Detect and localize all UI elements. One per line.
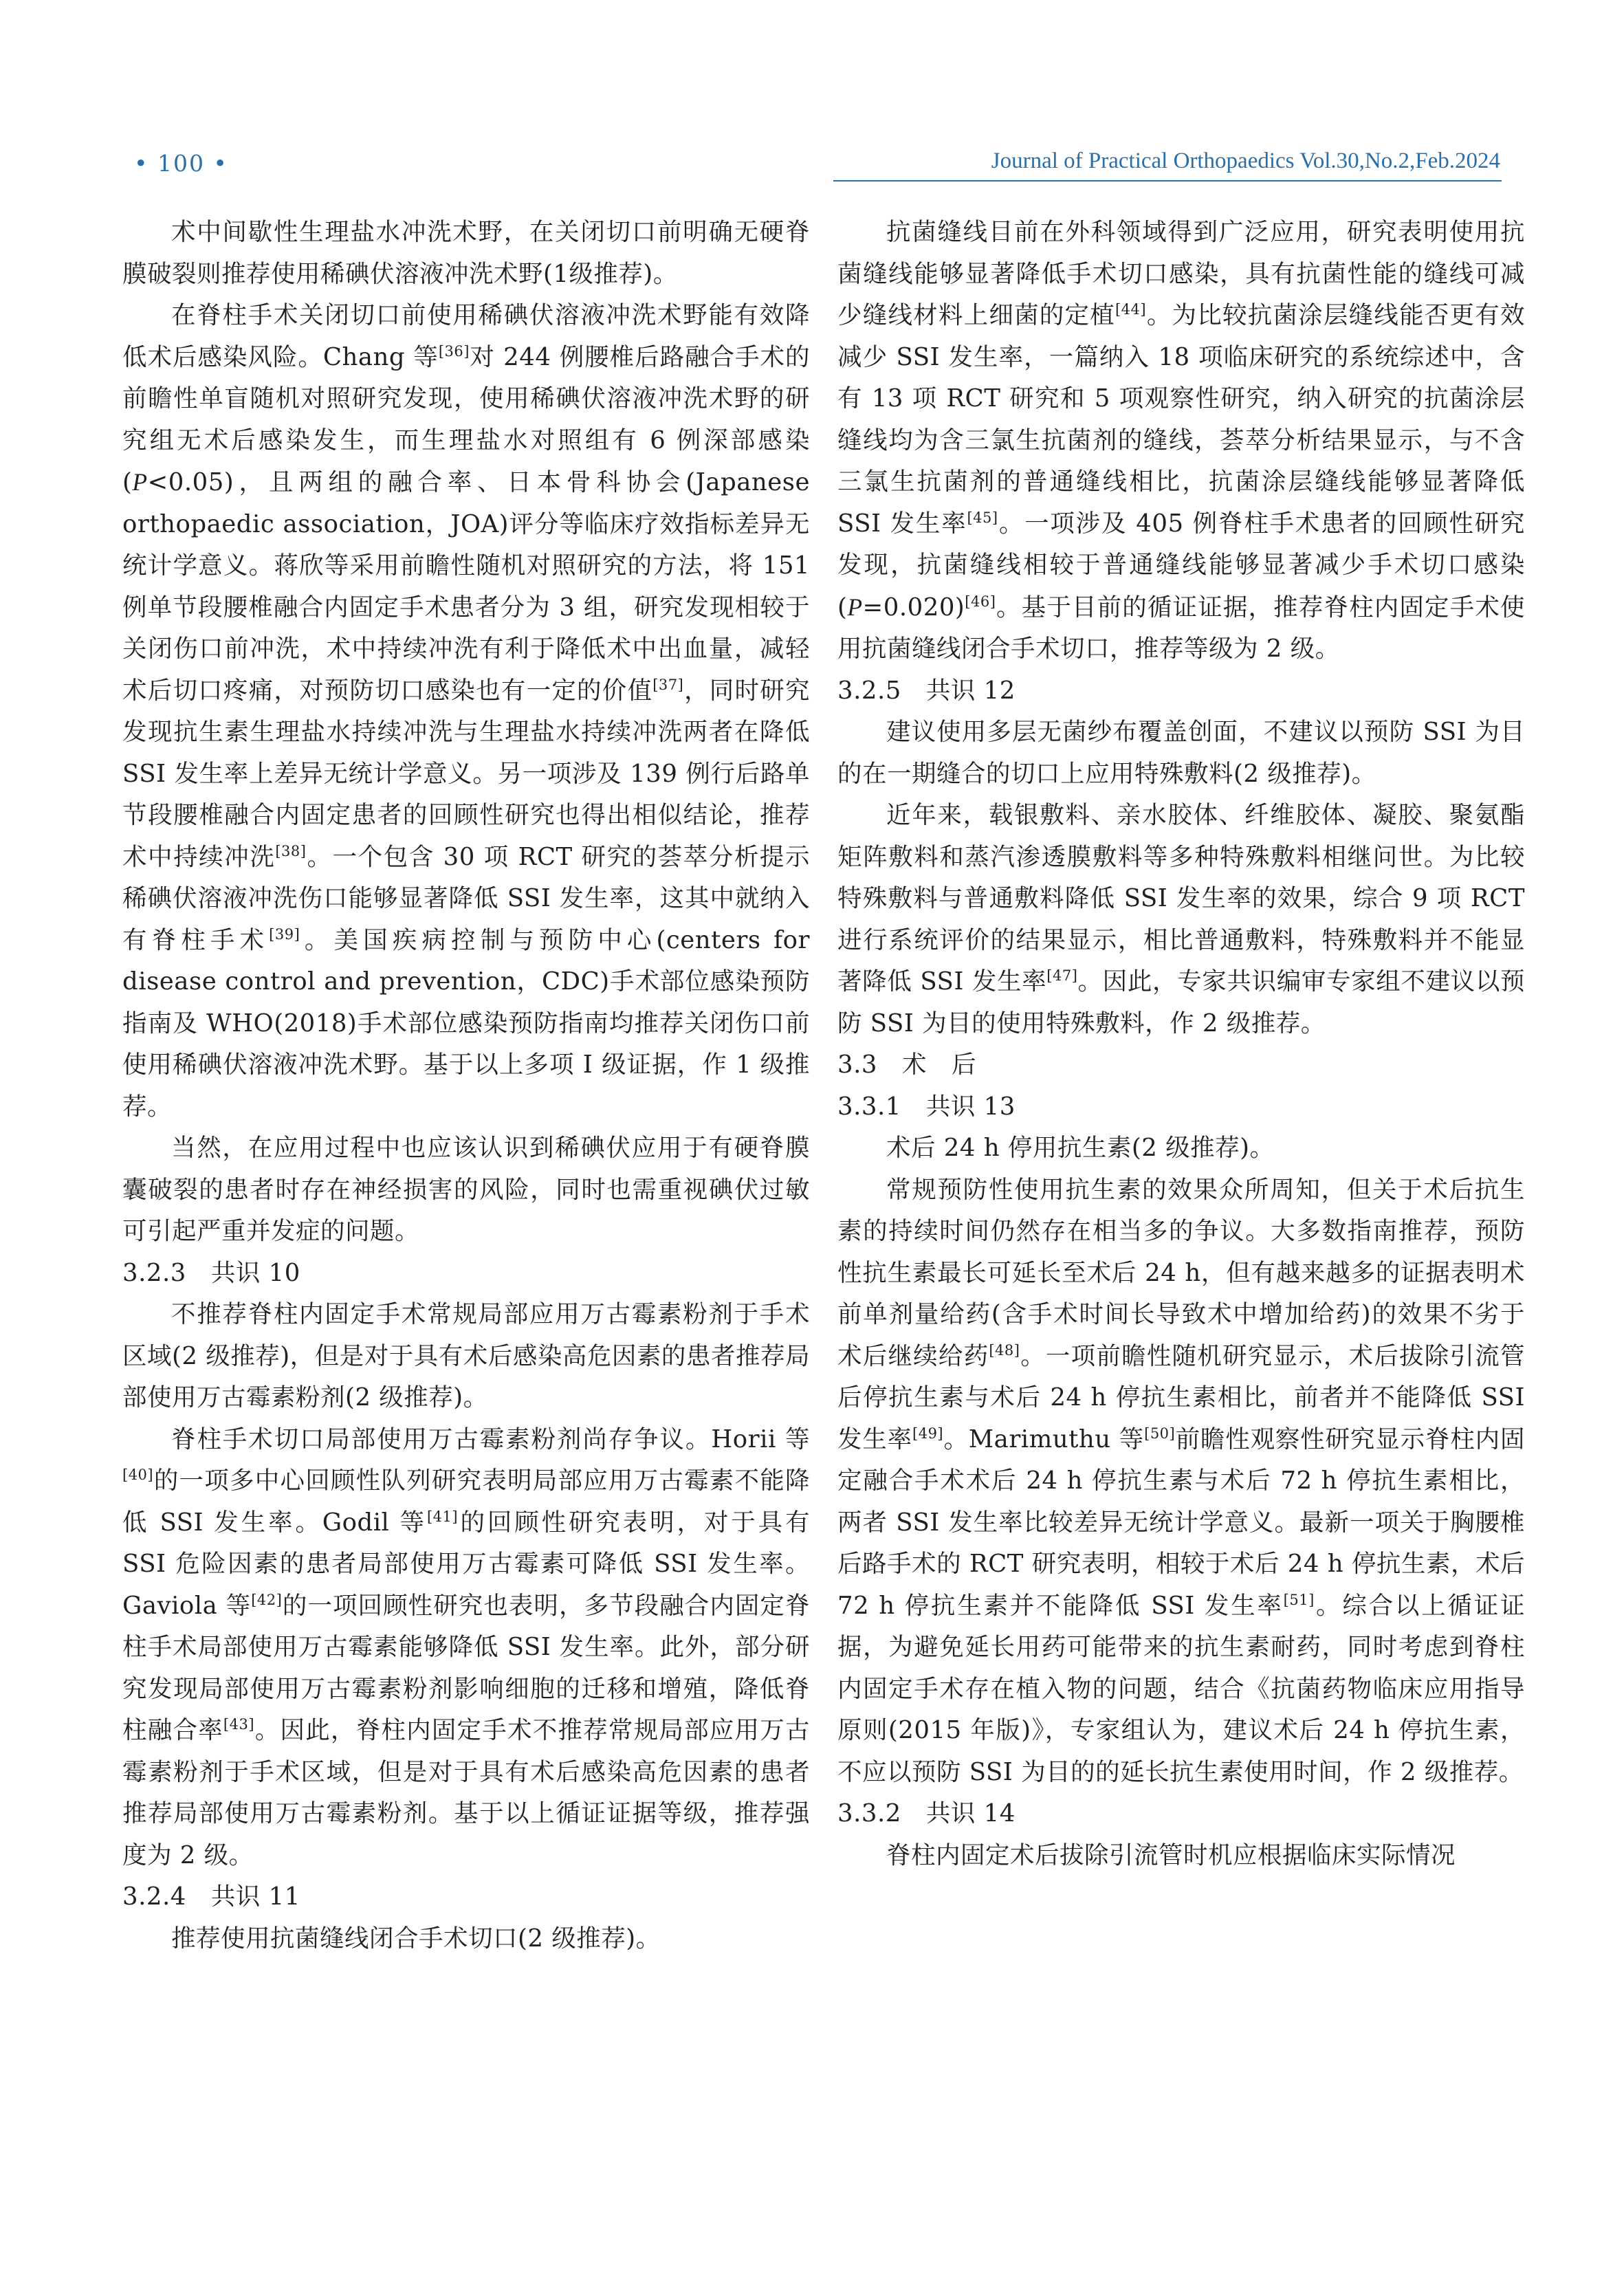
citation-38[interactable]: [38] (275, 842, 307, 859)
section-heading-3-2-3: 3.2.3 共识 10 (122, 1258, 300, 1287)
journal-running-title: Journal of Practical Orthopaedics Vol.30,No.2,Feb.2024 (991, 149, 1500, 173)
section-heading-3-3-2: 3.3.2 共识 14 (837, 1799, 1016, 1827)
section-heading-3-2-5: 3.2.5 共识 12 (837, 676, 1016, 705)
paragraph-1: 术中间歇性生理盐水冲洗术野，在关闭切口前明确无硬脊膜破裂则推荐使用稀碘伏溶液冲洗术野(1级推荐)。 (122, 218, 810, 288)
paragraph-3: 当然，在应用过程中也应该认识到稀碘伏应用于有硬脊膜囊破裂的患者时存在神经损害的风险，同时也需重视碘伏过敏可引起严重并发症的问题。 (122, 1134, 810, 1245)
citation-47[interactable]: [47] (1046, 967, 1078, 984)
paragraph-5: 脊柱手术切口局部使用万古霉素粉剂尚存争议。Horii 等[40]的一项多中心回顾性队列研究表明局部应用万古霉素不能降低 SSI 发生率。Godil 等[41]的回顾性研究表明，对于具有 SSI 危险因素的患者局部使用万古霉素可降低 SSI 发生率。Gaviola 等[42]的一项回顾性研究也表明，多节段融合内固定脊柱手术局部使用万古霉素能够降低 SSI 发生率。此外，部分研究发现局部使用万古霉素粉剂影响细胞的迁移和增殖，降低脊柱融合率[43]。因此，脊柱内固定手术不推荐常规局部应用万古霉素粉剂于手术区域，但是对于具有术后感染高危因素的患者推荐局部使用万古霉素粉剂。基于以上循证证据等级，推荐强度为 2 级。 (122, 1425, 810, 1869)
citation-45[interactable]: [45] (967, 509, 998, 526)
section-heading-3-3: 3.3 术 后 (837, 1051, 976, 1079)
paragraph-10: 术后 24 h 停用抗生素(2 级推荐)。 (886, 1134, 1275, 1162)
citation-49[interactable]: [49] (912, 1425, 944, 1442)
paragraph-12: 脊柱内固定术后拔除引流管时机应根据临床实际情况 (886, 1841, 1456, 1869)
citation-50[interactable]: [50] (1144, 1425, 1176, 1442)
paragraph-11: 常规预防性使用抗生素的效果众所周知，但关于术后抗生素的持续时间仍然存在相当多的争议。大多数指南推荐，预防性抗生素最长可延长至术后 24 h，但有越来越多的证据表明术前单剂量给药(含手术时间长导致术中增加给药)的效果不劣于术后继续给药[48]。一项前瞻性随机研究显示，术后拔除引流管后停抗生素与术后 24 h 停抗生素相比，前者并不能降低 SSI 发生率[49]。Marimuthu 等[50]前瞻性观察性研究显示脊柱内固定融合手术术后 24 h 停抗生素与术后 72 h 停抗生素相比，两者 SSI 发生率比较差异无统计学意义。最新一项关于胸腰椎后路手术的 RCT 研究表明，相较于术后 24 h 停抗生素，术后 72 h 停抗生素并不能降低 SSI 发生率[51]。综合以上循证证据，为避免延长用药可能带来的抗生素耐药，同时考虑到脊柱内固定手术存在植入物的问题，结合《抗菌药物临床应用指导原则(2015 年版)》，专家组认为，建议术后 24 h 停抗生素，不应以预防 SSI 为目的的延长抗生素使用时间，作 2 级推荐。 (837, 1175, 1525, 1786)
paragraph-2: 在脊柱手术关闭切口前使用稀碘伏溶液冲洗术野能有效降低术后感染风险。Chang 等[36]对 244 例腰椎后路融合手术的前瞻性单盲随机对照研究发现，使用稀碘伏溶液冲洗术野的研究组无术后感染发生，而生理盐水对照组有 6 例深部感染(P<0.05)，且两组的融合率、日本骨科协会(Japanese orthopaedic association，JOA)评分等临床疗效指标差异无统计学意义。蒋欣等采用前瞻性随机对照研究的方法，将 151 例单节段腰椎融合内固定手术患者分为 3 组，研究发现相较于关闭伤口前冲洗，术中持续冲洗有利于降低术中出血量，减轻术后切口疼痛，对预防切口感染也有一定的价值[37]，同时研究发现抗生素生理盐水持续冲洗与生理盐水持续冲洗两者在降低 SSI 发生率上差异无统计学意义。另一项涉及 139 例行后路单节段腰椎融合内固定患者的回顾性研究也得出相似结论，推荐术中持续冲洗[38]。一个包含 30 项 RCT 研究的荟萃分析提示稀碘伏溶液冲洗伤口能够显著降低 SSI 发生率，这其中就纳入有脊柱手术[39]。美国疾病控制与预防中心(centers for disease control and prevention，CDC)手术部位感染预防指南及 WHO(2018)手术部位感染预防指南均推荐关闭伤口前使用稀碘伏溶液冲洗术野。基于以上多项 Ⅰ 级证据，作 1 级推荐。 (122, 301, 810, 1121)
paragraph-9: 近年来，载银敷料、亲水胶体、纤维胶体、凝胶、聚氨酯矩阵敷料和蒸汽渗透膜敷料等多种特殊敷料相继问世。为比较特殊敷料与普通敷料降低 SSI 发生率的效果，综合 9 项 RCT 进行系统评价的结果显示，相比普通敷料，特殊敷料并不能显著降低 SSI 发生率[47]。因此，专家共识编审专家组不建议以预防 SSI 为目的使用特殊敷料，作 2 级推荐。 (837, 801, 1525, 1037)
citation-44[interactable]: [44] (1115, 301, 1147, 318)
citation-37[interactable]: [37] (652, 676, 684, 693)
citation-40[interactable]: [40] (122, 1467, 154, 1483)
citation-41[interactable]: [41] (426, 1508, 459, 1525)
page-number: • 100 • (134, 150, 228, 177)
section-heading-3-2-4: 3.2.4 共识 11 (122, 1882, 300, 1911)
citation-43[interactable]: [43] (223, 1716, 255, 1733)
left-column (122, 212, 810, 1959)
header-divider (833, 180, 1502, 182)
right-column (837, 212, 1525, 1876)
paragraph-4: 不推荐脊柱内固定手术常规局部应用万古霉素粉剂于手术区域(2 级推荐)，但是对于具有术后感染高危因素的患者推荐局部使用万古霉素粉剂(2 级推荐)。 (122, 1300, 810, 1412)
citation-48[interactable]: [48] (989, 1341, 1020, 1359)
citation-42[interactable]: [42] (251, 1591, 283, 1608)
citation-51[interactable]: [51] (1283, 1591, 1315, 1608)
section-heading-3-3-1: 3.3.1 共识 13 (837, 1092, 1016, 1121)
citation-36[interactable]: [36] (438, 342, 470, 360)
citation-39[interactable]: [39] (269, 925, 300, 943)
paragraph-6: 推荐使用抗菌缝线闭合手术切口(2 级推荐)。 (171, 1924, 661, 1953)
paragraph-7: 抗菌缝线目前在外科领域得到广泛应用，研究表明使用抗菌缝线能够显著降低手术切口感染，具有抗菌性能的缝线可减少缝线材料上细菌的定植[44]。为比较抗菌涂层缝线能否更有效减少 SSI 发生率，一篇纳入 18 项临床研究的系统综述中，含有 13 项 RCT 研究和 5 项观察性研究，纳入研究的抗菌涂层缝线均为含三氯生抗菌剂的缝线，荟萃分析结果显示，与不含三氯生抗菌剂的普通缝线相比，抗菌涂层缝线能够显著降低 SSI 发生率[45]。一项涉及 405 例脊柱手术患者的回顾性研究发现，抗菌缝线相较于普通缝线能够显著减少手术切口感染(P=0.020)[46]。基于目前的循证证据，推荐脊柱内固定手术使用抗菌缝线闭合手术切口，推荐等级为 2 级。 (837, 218, 1525, 663)
paragraph-8: 建议使用多层无菌纱布覆盖创面，不建议以预防 SSI 为目的在一期缝合的切口上应用特殊敷料(2 级推荐)。 (837, 718, 1525, 788)
citation-46[interactable]: [46] (965, 593, 996, 610)
